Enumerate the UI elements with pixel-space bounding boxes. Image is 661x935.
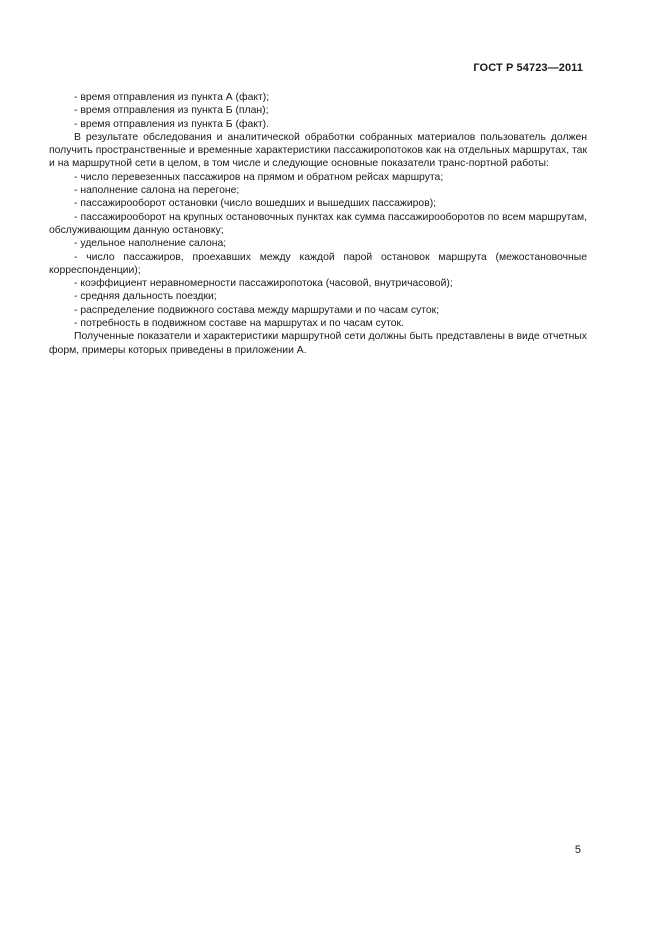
list-item: - пассажирооборот на крупных остановочных пунктах как сумма пассажирооборотов по всем маршрутам, обслуживающим данную остановку; [49,211,587,236]
list-item: - средняя дальность поездки; [74,291,217,303]
body-paragraph: Полученные показатели и характеристики маршрутной сети должны быть представлены в виде отчетных форм, примеры которых приведены в приложении А. [49,331,587,356]
list-item: - распределение подвижного состава между маршрутами и по часам суток; [74,304,440,316]
document-code-header: ГОСТ Р 54723—2011 [473,62,583,74]
list-item: - время отправления из пункта Б (факт). [74,118,270,130]
document-body [49,91,587,357]
list-item: - время отправления из пункта А (факт); [74,92,270,103]
list-item: - удельное наполнение салона; [74,238,227,250]
list-item: - коэффициент неравномерности пассажиропотока (часовой, внутричасовой); [74,278,453,290]
list-item: - время отправления из пункта Б (план); [74,105,269,117]
list-item: - число перевезенных пассажиров на прямом и обратном рейсах маршрута; [74,171,444,183]
list-item: - число пассажиров, проехавших между каждой парой остановок маршрута (межостановочные корреспонденции); [49,251,587,276]
list-item: - наполнение салона на перегоне; [74,185,240,197]
body-paragraph: В результате обследования и аналитической обработки собранных материалов пользователь должен получить пространственные и временные характеристики пассажиропотоков как на отдельных маршрутах, так и на маршрутной сети в целом, в том числе и следующие основные показатели транс-портной работы: [49,131,587,170]
list-item: - потребность в подвижном составе на маршрутах и по часам суток. [74,318,404,330]
page-number: 5 [574,844,581,856]
list-item: - пассажирооборот остановки (число вошедших и вышедших пассажиров); [74,198,437,210]
